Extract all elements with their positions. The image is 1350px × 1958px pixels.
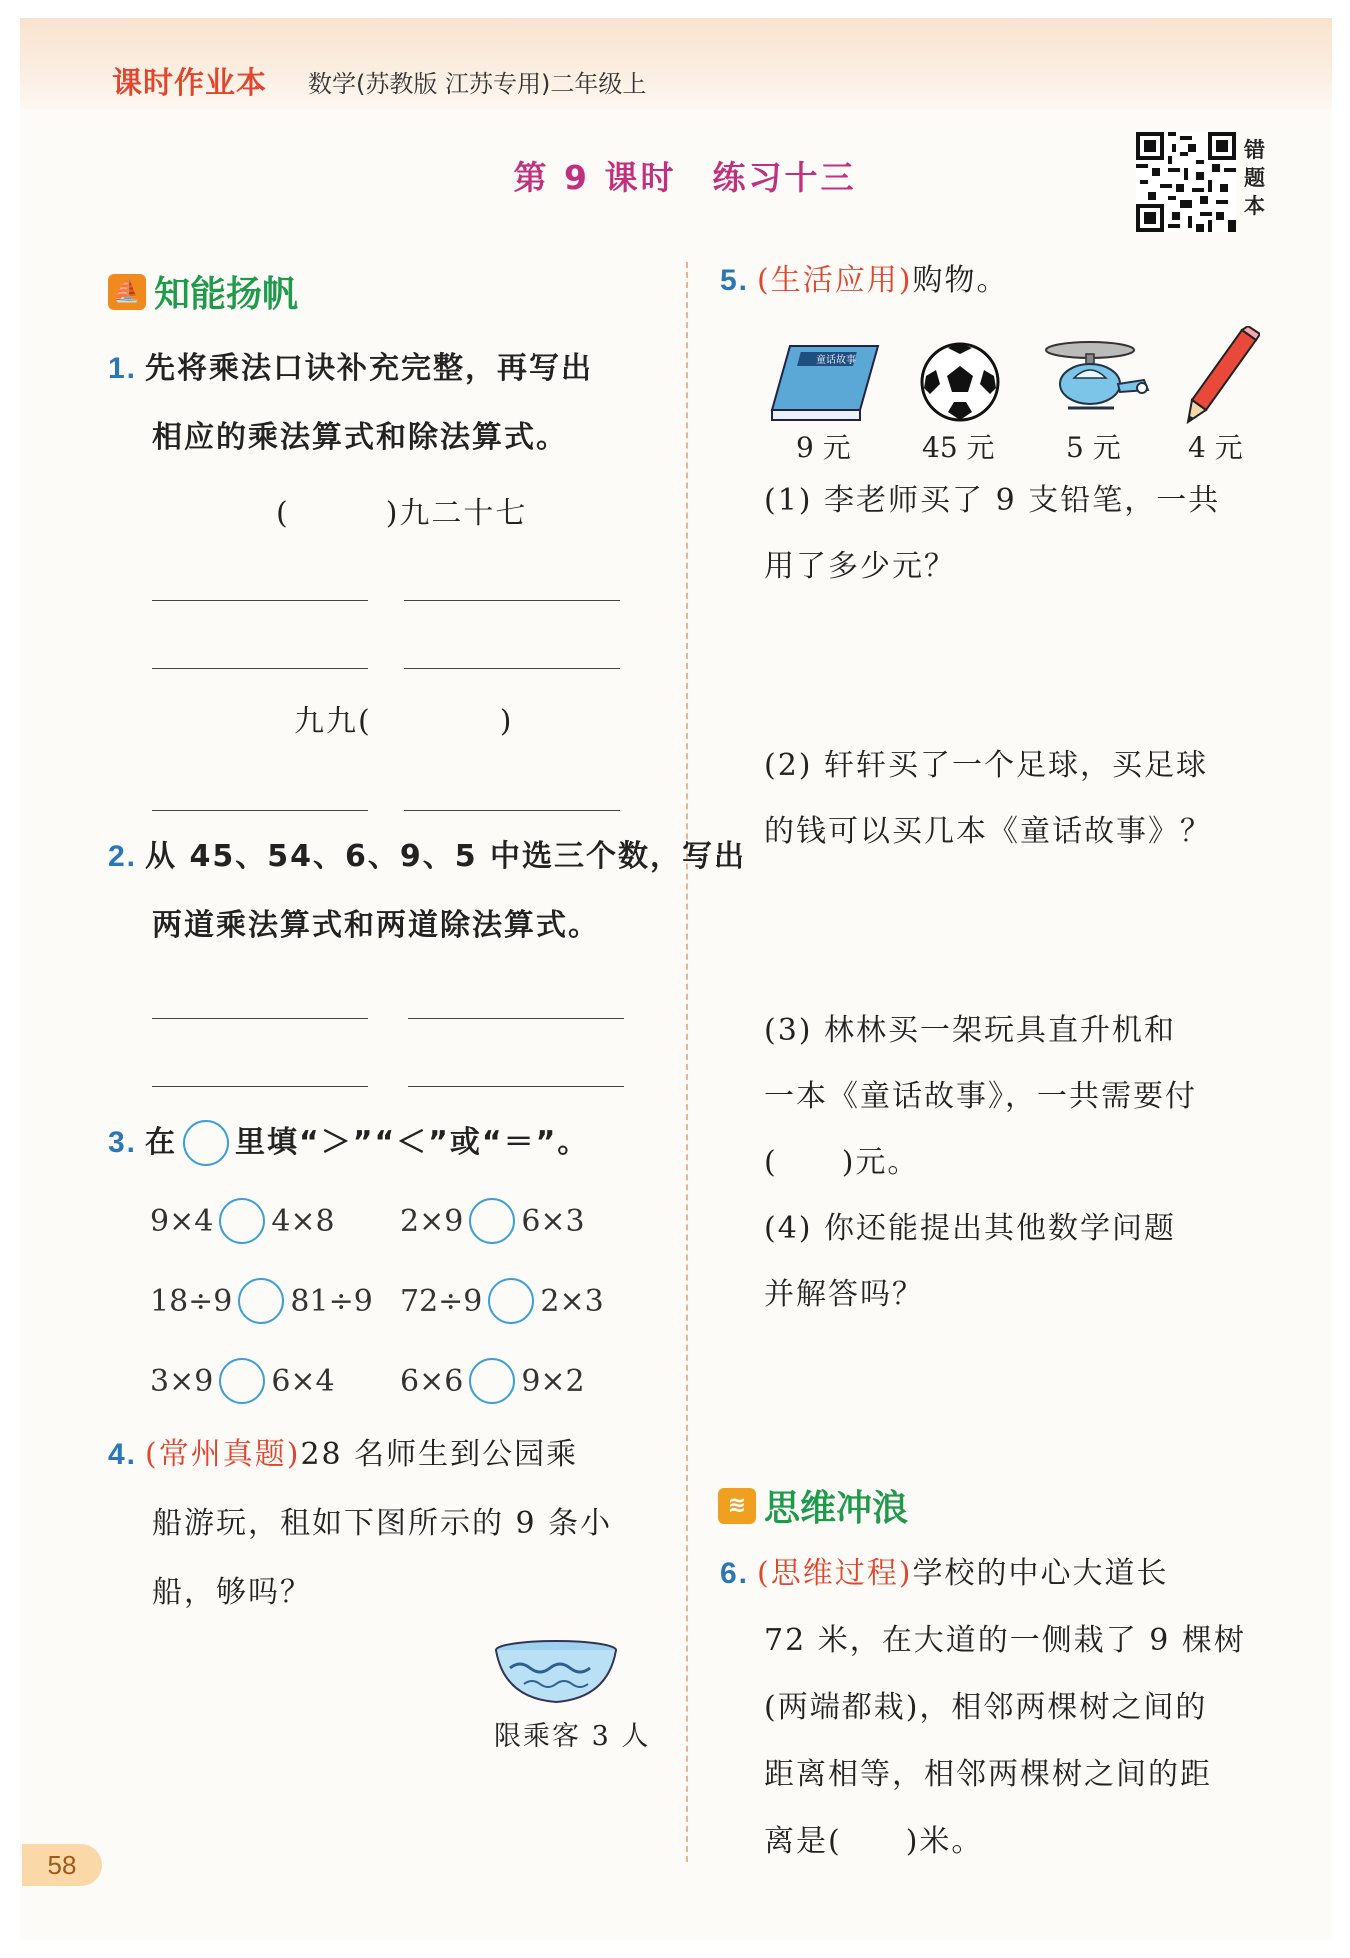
- wave-icon: ≋: [718, 1488, 756, 1524]
- rhyme-blank-2: 九九( ): [294, 704, 514, 739]
- section-heading-right-label: 思维冲浪: [764, 1488, 909, 1529]
- boat-label: 限乘客 3 人: [494, 1721, 651, 1752]
- question-5-part-3: [764, 998, 1197, 1196]
- price-label-pencil: 4 元: [1188, 431, 1243, 464]
- compare-circle[interactable]: [219, 1358, 265, 1404]
- question-number: 3.: [108, 1126, 138, 1159]
- q5-p3-a: (3) 林林买一架玩具直升机和: [764, 1013, 1177, 1048]
- question-5-part-2: [764, 733, 1212, 865]
- answer-line[interactable]: [408, 1086, 624, 1087]
- answer-line[interactable]: [152, 1086, 368, 1087]
- question-2-text-b: 两道乘法算式和两道除法算式。: [152, 908, 600, 943]
- compare-item: [150, 1358, 335, 1404]
- question-number: 1.: [108, 352, 138, 385]
- compare-item: [400, 1198, 585, 1244]
- q5-p4-a: (4) 你还能提出其他数学问题: [764, 1211, 1177, 1246]
- compare-item: [150, 1278, 373, 1324]
- compare-circle[interactable]: [469, 1198, 515, 1244]
- compare-item: [400, 1358, 585, 1404]
- question-6-text-e: 离是( )米。: [764, 1824, 984, 1859]
- question-3-post: 里填“＞”“＜”或“＝”。: [235, 1125, 590, 1160]
- compare-right: 6×4: [271, 1363, 335, 1399]
- compare-item: [400, 1278, 604, 1324]
- price-label-book: 9 元: [796, 431, 851, 464]
- question-4-text-c: 船，够吗？: [152, 1575, 312, 1610]
- question-number: 4.: [108, 1438, 138, 1471]
- sail-icon: ⛵: [108, 274, 146, 310]
- answer-line[interactable]: [408, 1018, 624, 1019]
- question-4-tag: (常州真题): [145, 1437, 301, 1472]
- q5-p4-b: 并解答吗？: [764, 1277, 924, 1312]
- book-cover-title: 童话故事: [816, 355, 856, 366]
- question-4-text-b: 船游玩，租如下图所示的 9 条小: [152, 1506, 613, 1541]
- q5-p3-c: ( )元。: [764, 1145, 920, 1180]
- question-2: [108, 822, 746, 960]
- compare-left: 9×4: [150, 1203, 214, 1239]
- answer-line[interactable]: [152, 1018, 368, 1019]
- compare-right: 6×3: [521, 1203, 585, 1239]
- book-icon: [770, 340, 880, 428]
- question-5-title: 购物。: [912, 263, 1009, 298]
- question-1-text-a: 先将乘法口诀补充完整，再写出: [145, 351, 594, 386]
- lesson-title: 第 9 课时 练习十三: [513, 158, 857, 197]
- compare-right: 81÷9: [290, 1283, 373, 1319]
- answer-line[interactable]: [152, 668, 368, 669]
- football-icon: [918, 340, 1002, 428]
- question-1-text-b: 相应的乘法算式和除法算式。: [152, 420, 568, 455]
- book-title: 课时作业本: [112, 66, 267, 101]
- book-subtitle: 数学(苏教版 江苏专用)二年级上: [308, 70, 647, 98]
- column-divider: [686, 262, 688, 1862]
- price-label-football: 45 元: [922, 431, 995, 464]
- question-6-text-c: (两端都栽)，相邻两棵树之间的: [764, 1690, 1208, 1725]
- answer-line[interactable]: [404, 810, 620, 811]
- helicopter-icon: [1044, 336, 1154, 424]
- rhyme-blank-1: ( )九二十七: [276, 496, 528, 531]
- compare-left: 2×9: [400, 1203, 464, 1239]
- compare-left: 72÷9: [400, 1283, 483, 1319]
- question-5-part-4: [764, 1196, 1176, 1328]
- compare-circle[interactable]: [488, 1278, 534, 1324]
- question-6-tag: (思维过程): [757, 1556, 913, 1591]
- compare-circle[interactable]: [238, 1278, 284, 1324]
- compare-item: [150, 1198, 335, 1244]
- answer-line[interactable]: [152, 810, 368, 811]
- compare-circle[interactable]: [219, 1198, 265, 1244]
- question-6-text-a: 学校的中心大道长: [912, 1556, 1169, 1591]
- question-5: [720, 246, 1008, 315]
- compare-circle[interactable]: [469, 1358, 515, 1404]
- section-heading-right: [718, 1480, 908, 1531]
- boat-icon: [494, 1640, 618, 1710]
- compare-left: 18÷9: [150, 1283, 233, 1319]
- page-number: 58: [22, 1844, 102, 1886]
- question-number: 6.: [720, 1557, 750, 1590]
- answer-line[interactable]: [404, 600, 620, 601]
- section-heading-left-label: 知能扬帆: [154, 274, 299, 315]
- qr-label: 错题本: [1244, 138, 1265, 218]
- q5-p2-a: (2) 轩轩买了一个足球，买足球: [764, 748, 1209, 783]
- compare-circle-icon: [183, 1120, 229, 1166]
- price-label-helicopter: 5 元: [1066, 431, 1121, 464]
- q5-p1-a: (1) 李老师买了 9 支铅笔，一共: [764, 483, 1221, 518]
- question-3-pre: 在: [145, 1125, 178, 1160]
- question-6-text-d: 距离相等，相邻两棵树之间的距: [764, 1757, 1212, 1792]
- compare-right: 2×3: [540, 1283, 604, 1319]
- question-6: [720, 1540, 1246, 1875]
- compare-right: 9×2: [521, 1363, 585, 1399]
- question-number: 5.: [720, 264, 750, 297]
- question-4: [108, 1420, 612, 1627]
- pencil-icon: [1180, 326, 1260, 430]
- question-6-text-b: 72 米，在大道的一侧栽了 9 棵树: [764, 1623, 1246, 1658]
- question-1: [108, 334, 593, 472]
- answer-line[interactable]: [404, 668, 620, 669]
- question-2-text-a: 从 45、54、6、9、5 中选三个数，写出: [145, 839, 747, 874]
- compare-left: 3×9: [150, 1363, 214, 1399]
- compare-left: 6×6: [400, 1363, 464, 1399]
- question-4-text-a: 28 名师生到公园乘: [300, 1437, 579, 1472]
- question-number: 2.: [108, 840, 138, 873]
- question-5-part-1: [764, 468, 1220, 600]
- question-5-tag: (生活应用): [757, 263, 913, 298]
- qr-code-icon[interactable]: [1136, 132, 1236, 232]
- question-3: [108, 1108, 589, 1177]
- section-heading-left: [108, 266, 298, 317]
- q5-p1-b: 用了多少元？: [764, 549, 956, 584]
- q5-p2-b: 的钱可以买几本《童话故事》？: [764, 814, 1212, 849]
- answer-line[interactable]: [152, 600, 368, 601]
- q5-p3-b: 一本《童话故事》，一共需要付: [764, 1079, 1197, 1114]
- compare-right: 4×8: [271, 1203, 335, 1239]
